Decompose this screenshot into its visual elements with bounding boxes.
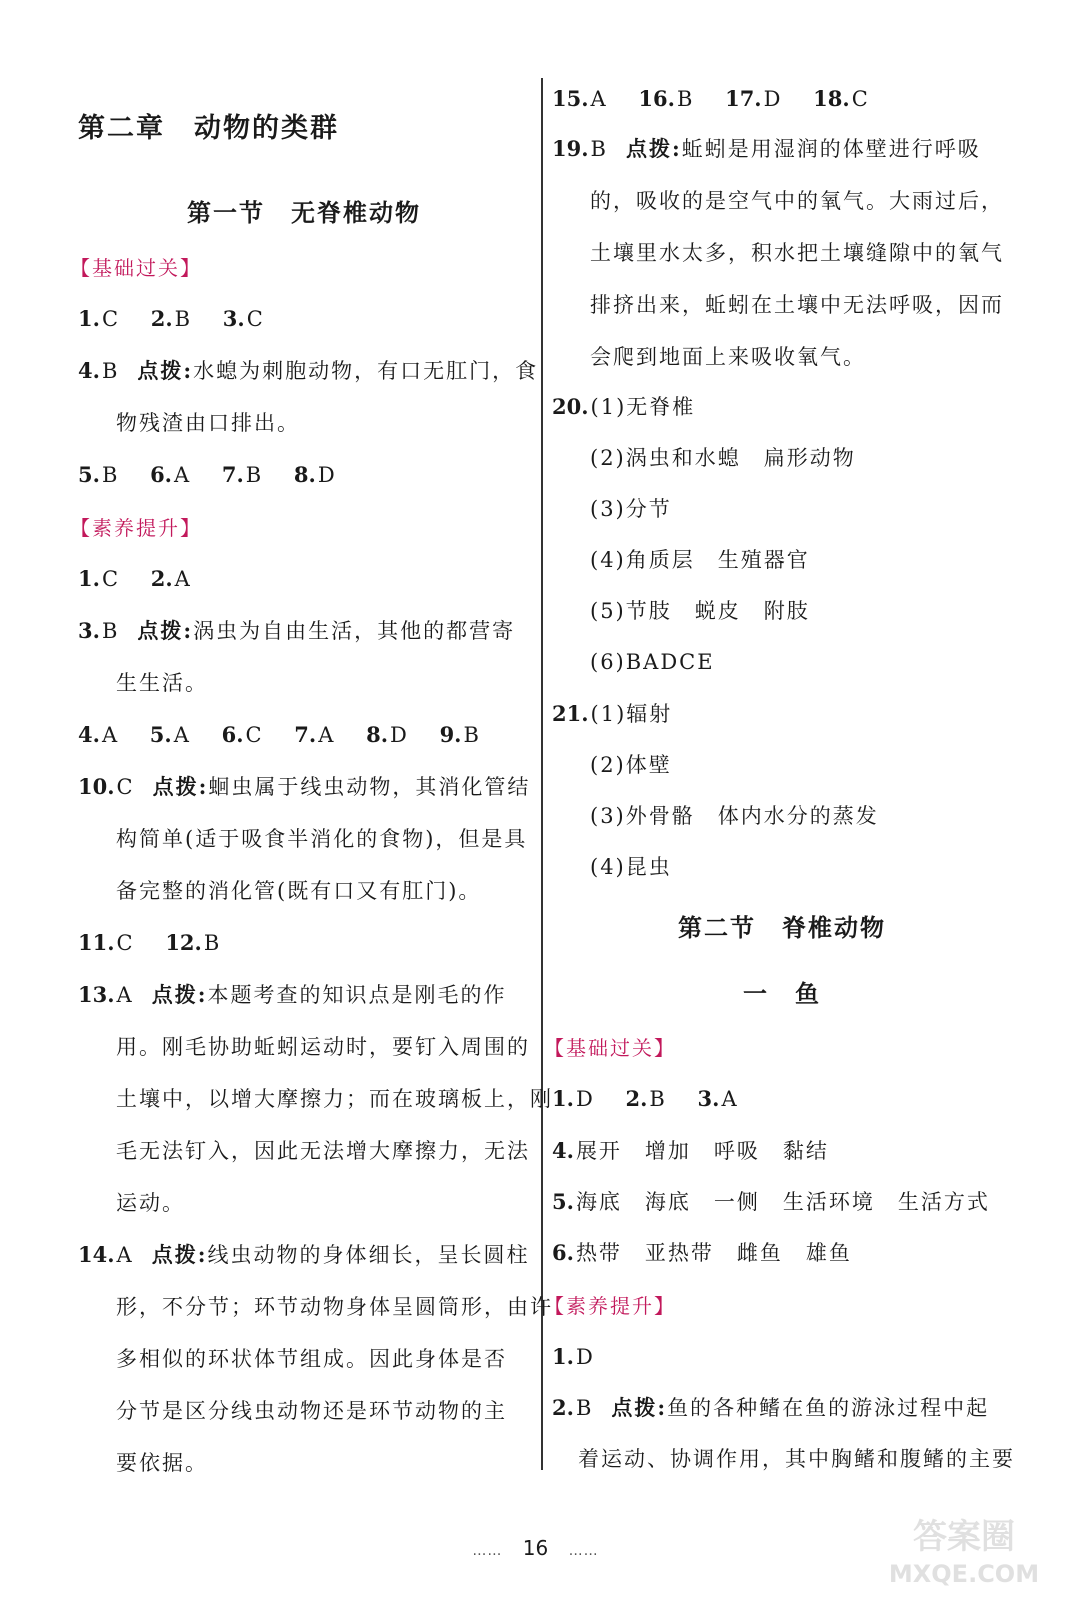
answer-line: 1.D 2.B 3.A [552,1086,739,1111]
answer-line: 构简单(适于吸食半消化的食物)，但是具 [116,827,528,851]
answer-line: 运动。 [116,1191,185,1215]
answer-line: 1.C 2.A [78,566,192,591]
answer-line: 要依据。 [116,1451,208,1475]
column-divider [541,78,543,1470]
answer-line: 14.A 点拨:线虫动物的身体细长，呈长圆柱 [78,1242,530,1267]
chapter-title: 第二章 动物的类群 [78,113,339,144]
answer-line: 2.B 点拨:鱼的各种鳍在鱼的游泳过程中起 [552,1395,990,1420]
answer-line: (4)昆虫 [590,855,672,879]
answer-line: (3)外骨骼 体内水分的蒸发 [590,804,879,828]
answer-line: 土壤里水太多，积水把土壤缝隙中的氧气 [590,241,1004,265]
page-number: 16 [522,1536,549,1560]
answer-line: 20.(1)无脊椎 [552,394,696,419]
answer-line: 3.B 点拨:涡虫为自由生活，其他的都营寄 [78,618,516,643]
answer-line: 19.B 点拨:蚯蚓是用湿润的体壁进行呼吸 [552,136,981,161]
answer-line: 6.热带 亚热带 雌鱼 雄鱼 [552,1240,852,1265]
answer-line: 15.A 16.B 17.D 18.C [552,86,870,111]
answer-line: 1.C 2.B 3.C [78,306,265,331]
answer-line: 5.海底 海底 一侧 生活环境 生活方式 [552,1189,990,1214]
answer-line: (6)BADCE [590,650,715,674]
tag-basic: 【基础过关】 [544,1036,676,1060]
answer-line: 毛无法钉入，因此无法增大摩擦力，无法 [116,1139,530,1163]
answer-line: 的，吸收的是空气中的氧气。大雨过后， [590,189,1004,213]
answer-line: 4.B 点拨:水螅为刺胞动物，有口无肛门，食 [78,358,539,383]
answer-line: 5.B 6.A 7.B 8.D [78,462,337,487]
answer-line: 分节是区分线虫动物还是环节动物的主 [116,1399,507,1423]
answer-line: (4)角质层 生殖器官 [590,548,810,572]
answer-line: 土壤中，以增大摩擦力；而在玻璃板上，刚 [116,1087,553,1111]
page-footer: …… 16 …… [472,1536,599,1560]
tag-basic: 【基础过关】 [70,256,202,280]
answer-line: 10.C 点拨:蛔虫属于线虫动物，其消化管结 [78,774,531,799]
answer-line: 形，不分节；环节动物身体呈圆筒形，由许 [116,1295,553,1319]
answer-line: 生生活。 [116,671,208,695]
answer-line: 用。刚毛协助蚯蚓运动时，要钉入周围的 [116,1035,530,1059]
answer-line: 备完整的消化管(既有口又有肛门)。 [116,879,482,903]
subsection-title: 一 鱼 [743,979,821,1008]
answer-line: 11.C 12.B [78,930,222,955]
answer-line: (3)分节 [590,497,672,521]
answer-line: 1.D [552,1344,595,1369]
answer-line: 排挤出来，蚯蚓在土壤中无法呼吸，因而 [590,293,1004,317]
section-title: 第一节 无脊椎动物 [187,198,421,227]
answer-line: (2)涡虫和水螅 扁形动物 [590,446,856,470]
tag-advance: 【素养提升】 [70,516,202,540]
answer-line: 21.(1)辐射 [552,701,673,726]
answer-line: 多相似的环状体节组成。因此身体是否 [116,1347,507,1371]
answer-line: 4.A 5.A 6.C 7.A 8.D 9.B [78,722,481,747]
section-title: 第二节 脊椎动物 [678,913,886,942]
answer-line: 物残渣由口排出。 [116,411,300,435]
answer-line: (2)体壁 [590,753,672,777]
tag-advance: 【素养提升】 [544,1294,676,1318]
answer-line: 13.A 点拨:本题考查的知识点是刚毛的作 [78,982,507,1007]
watermark-logo [869,1510,1059,1590]
watermark-text: 答案圈 [913,1517,1015,1557]
watermark-url: MXQE.COM [888,1560,1040,1588]
answer-line: 会爬到地面上来吸收氧气。 [590,345,866,369]
answer-line: 4.展开 增加 呼吸 黏结 [552,1138,829,1163]
answer-line: (5)节肢 蜕皮 附肢 [590,599,810,623]
answer-line: 着运动、协调作用，其中胸鳍和腹鳍的主要 [578,1447,1015,1471]
